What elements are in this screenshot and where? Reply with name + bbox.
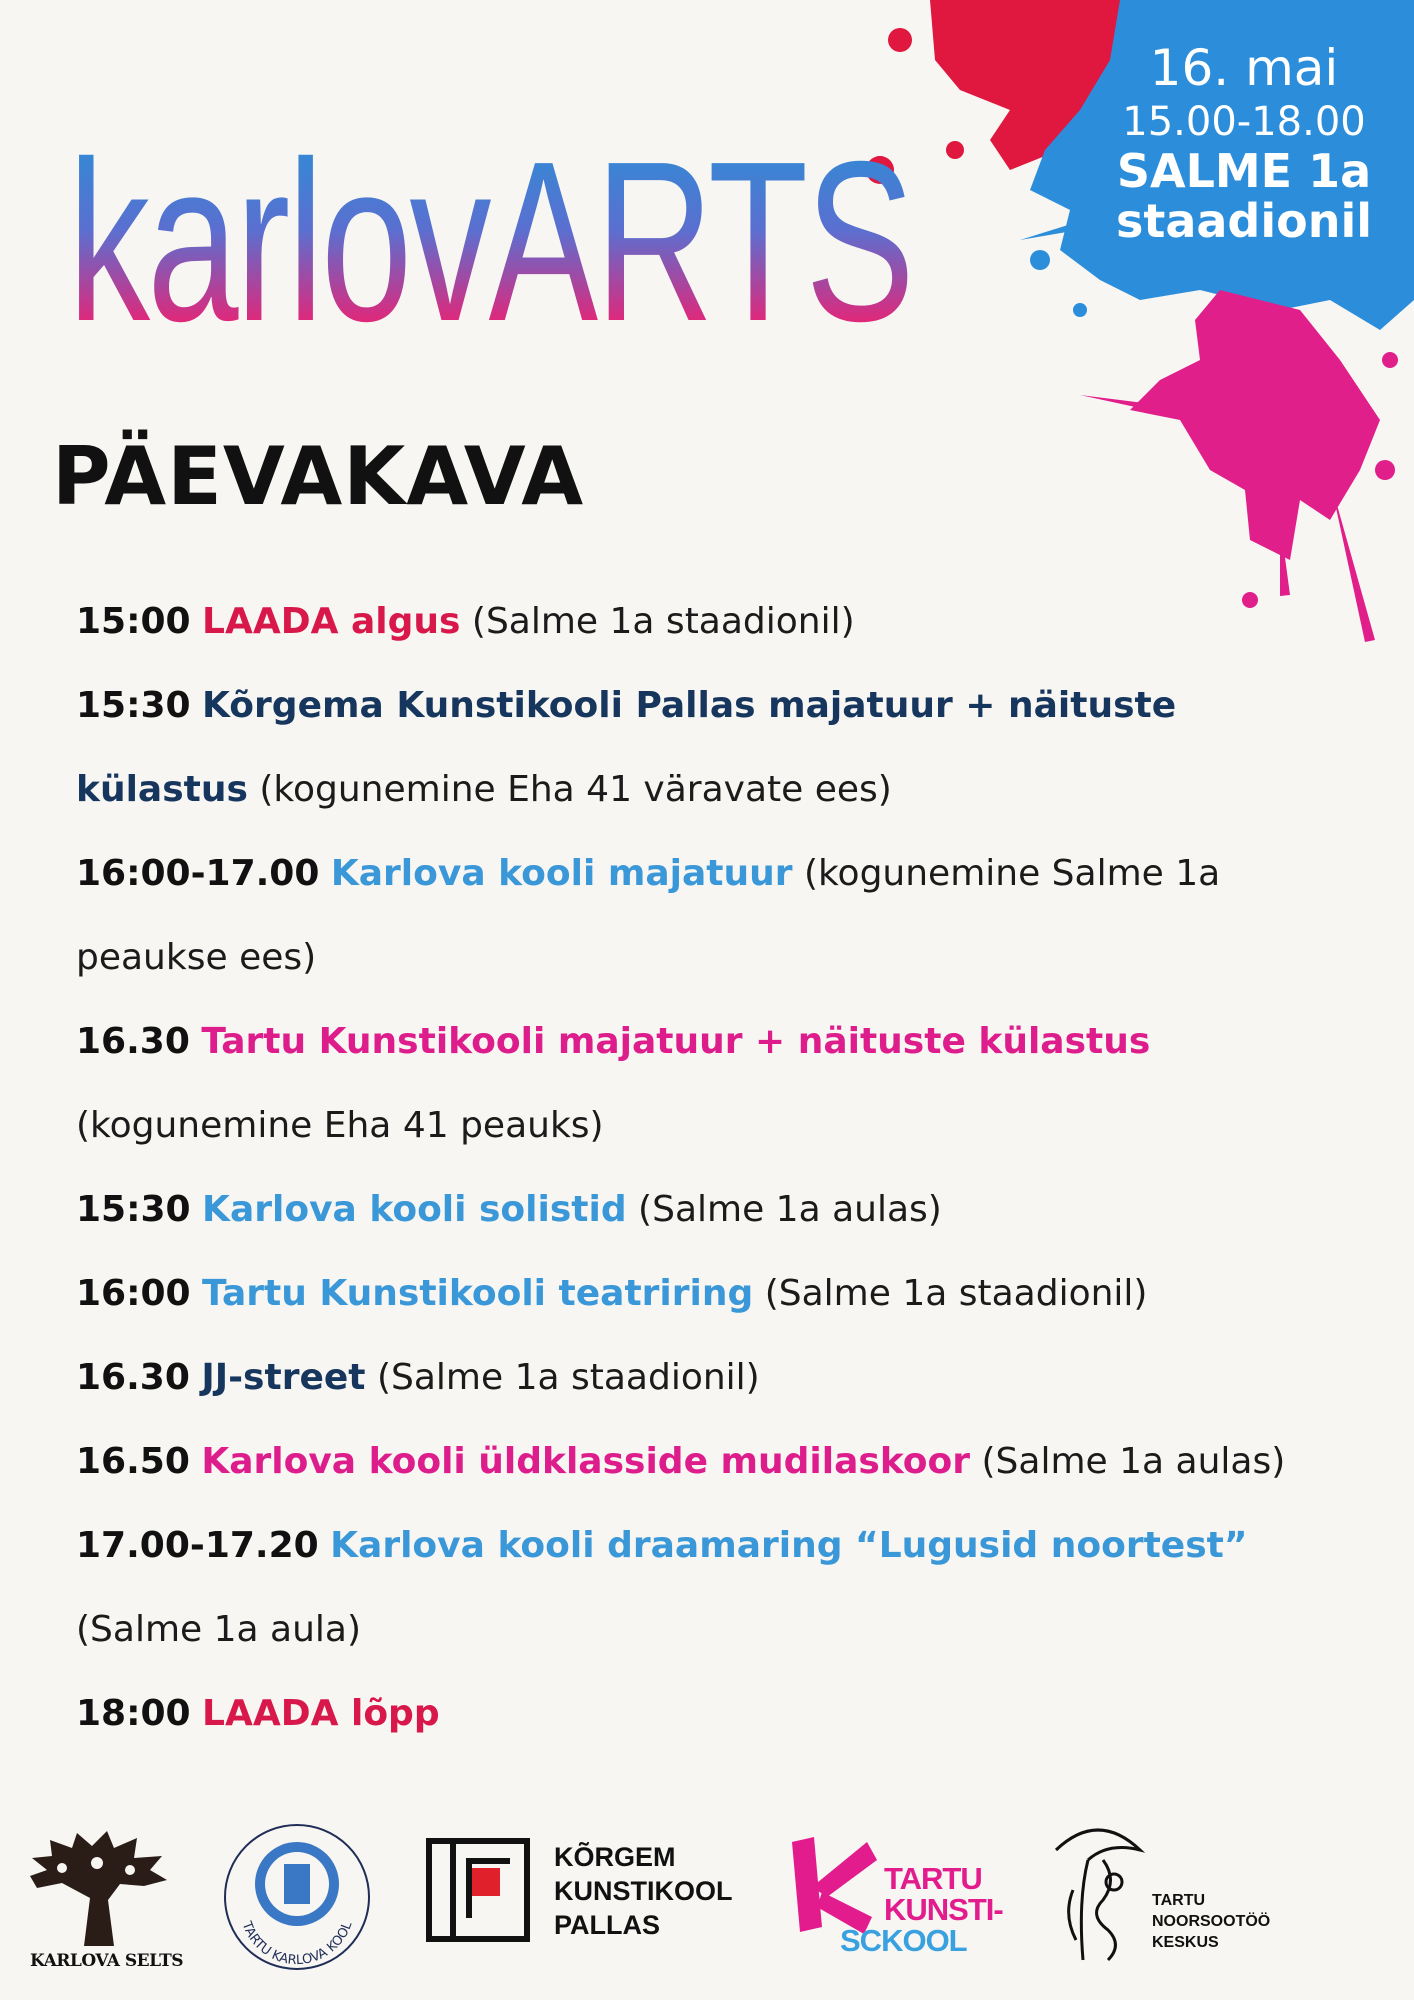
schedule-title: Kõrgema Kunstikooli Pallas majatuur + näituste külastus (76, 685, 1177, 810)
noorsootoo-keskus-icon (1048, 1820, 1148, 1970)
pallas-logo-icon (426, 1838, 530, 1942)
schedule-title: Karlova kooli üldklasside mudilaskoor (201, 1441, 971, 1482)
nk-label-line2: NOORSOOTÖÖ (1152, 1913, 1271, 1930)
schedule-time: 15:00 (76, 601, 191, 642)
blue-paint-drop (1030, 250, 1050, 270)
pallas-label-line3: PALLAS (554, 1910, 660, 1940)
schedule-title: Karlova kooli solistid (202, 1189, 627, 1230)
schedule-time: 16.30 (76, 1021, 190, 1062)
schedule-time: 18:00 (76, 1693, 191, 1734)
nk-label-line1: TARTU (1152, 1892, 1206, 1909)
schedule-item (76, 1000, 1326, 1168)
schedule-note: (Salme 1a aulas) (638, 1189, 942, 1230)
schedule-time: 17.00-17.20 (76, 1525, 319, 1566)
schedule-time: 16:00 (76, 1273, 191, 1314)
schedule-title: Karlova kooli majatuur (330, 853, 793, 894)
schedule-time: 16:00-17.00 (76, 853, 320, 894)
tartu-karlova-kool-seal (222, 1822, 372, 1972)
schedule-note: (Salme 1a aula) (76, 1609, 362, 1650)
schedule-time: 16.30 (76, 1357, 190, 1398)
red-paint-drop (946, 141, 964, 159)
event-time: 15.00-18.00 (1122, 98, 1366, 145)
schedule-item (76, 832, 1326, 1000)
schedule-list (76, 580, 1326, 1756)
schedule-title: Karlova kooli draamaring “Lugusid noortest” (330, 1525, 1248, 1566)
nk-label-line3: KESKUS (1152, 1934, 1219, 1951)
tks-label-line2: KUNSTI- (884, 1892, 1003, 1927)
pallas-label (554, 1840, 733, 1942)
schedule-item (76, 580, 1326, 664)
pink-paint-drop (1375, 460, 1395, 480)
schedule-item (76, 664, 1326, 832)
schedule-time: 15:30 (76, 685, 191, 726)
schedule-title: Tartu Kunstikooli majatuur + näituste külastus (201, 1021, 1151, 1062)
schedule-time: 15:30 (76, 1189, 191, 1230)
schedule-item (76, 1252, 1326, 1336)
schedule-note: (Salme 1a aulas) (981, 1441, 1286, 1482)
partner-logos (0, 1808, 1414, 2000)
schedule-title: LAADA algus (202, 601, 461, 642)
schedule-title: LAADA lõpp (202, 1693, 440, 1734)
blue-paint-drop (1073, 303, 1087, 317)
pallas-label-line2: KUNSTIKOOL (554, 1876, 733, 1906)
karlova-selts-tree-icon (22, 1828, 172, 1948)
schedule-note: (kogunemine Salme 1a peaukse ees) (76, 853, 1221, 978)
karlova-selts-label: KARLOVA SELTS (30, 1951, 184, 1971)
schedule-item (76, 1168, 1326, 1252)
tks-label-line3: SCKOOL (840, 1923, 967, 1958)
schedule-item (76, 1420, 1326, 1504)
pink-paint-drop (1382, 352, 1398, 368)
schedule-note: (kogunemine Eha 41 peauks) (76, 1105, 604, 1146)
pink-paint-splash (1130, 290, 1380, 560)
schedule-time: 16.50 (76, 1441, 190, 1482)
schedule-item (76, 1672, 1326, 1756)
schedule-item (76, 1336, 1326, 1420)
schedule-note: (Salme 1a staadionil) (376, 1357, 760, 1398)
page-title: PÄEVAKAVA (52, 430, 585, 523)
noorsootoo-keskus-label (1152, 1890, 1270, 1953)
event-place-line1: SALME 1a (1116, 143, 1372, 198)
tartu-kunstikool-label (884, 1863, 1003, 1925)
schedule-title: Tartu Kunstikooli teatriring (202, 1273, 754, 1314)
pallas-label-line1: KÕRGEM (554, 1842, 676, 1872)
event-info (1094, 40, 1394, 247)
schedule-item (76, 1504, 1326, 1672)
schedule-note: (kogunemine Eha 41 väravate ees) (259, 769, 892, 810)
karlovarts-logo: karlovARTS (68, 115, 912, 369)
schedule-note: (Salme 1a staadionil) (764, 1273, 1148, 1314)
red-paint-drop (888, 28, 912, 52)
karlova-kool-seal-text: TARTU KARLOVA KOOL (238, 1919, 356, 1969)
event-date: 16. mai (1149, 39, 1339, 97)
event-place-line2: staadionil (1115, 194, 1373, 249)
tks-label-line1: TARTU (884, 1861, 982, 1896)
schedule-title: JJ-street (201, 1357, 366, 1398)
schedule-note: (Salme 1a staadionil) (471, 601, 855, 642)
pink-paint-streak (1330, 480, 1375, 642)
